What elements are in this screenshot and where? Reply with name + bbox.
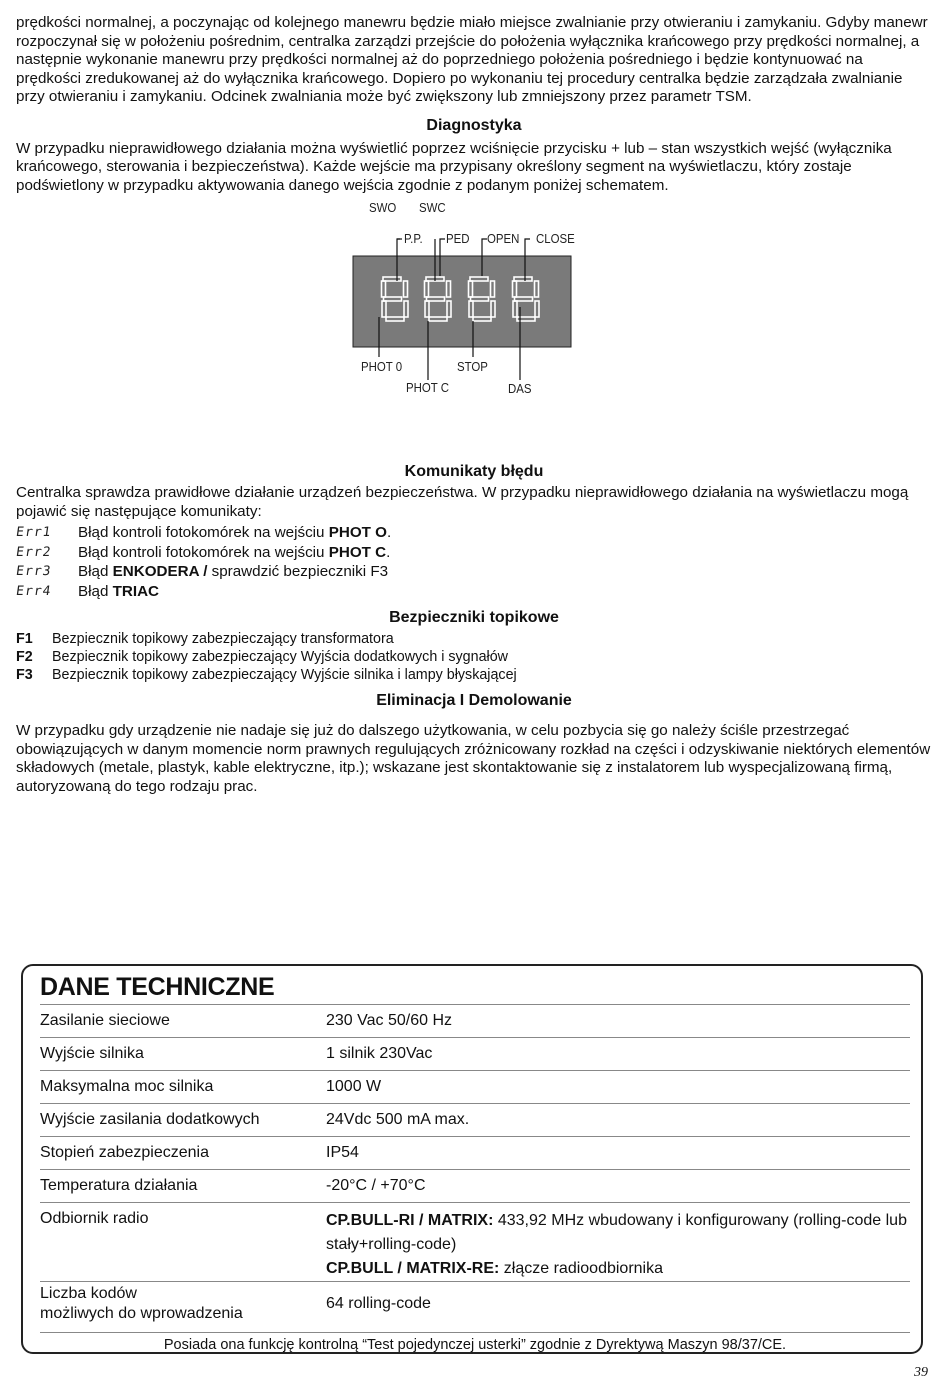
label-swo: SWO: [369, 200, 397, 215]
tech-value: 230 Vac 50/60 Hz: [326, 1012, 453, 1029]
tech-label: Liczba kodów możliwych do wprowadzenia: [40, 1285, 243, 1322]
error-code: Err4: [14, 583, 53, 599]
tech-label: Stopień zabezpieczenia: [40, 1144, 210, 1161]
tech-value-radio: CP.BULL-RI / MATRIX: 433,92 MHz wbudowany i konfigurowany (rolling-code lub stały+rolling-code) CP.BULL / MATRIX-RE: złącze radioodbiornika: [326, 1212, 907, 1277]
fuse-row: [16, 666, 932, 684]
label-swc: SWC: [419, 200, 446, 215]
label-photc: PHOT C: [406, 380, 450, 395]
error-code: Err1: [14, 525, 53, 540]
page-number: 39: [914, 1365, 928, 1380]
fuse-description: Bezpiecznik topikowy zabezpieczający transformatora: [52, 631, 394, 647]
fuse-row: [16, 630, 932, 648]
tech-row-radio: [40, 1202, 910, 1281]
error-code: Err3: [14, 564, 53, 579]
tech-row: [40, 1169, 910, 1202]
label-stop: STOP: [457, 359, 488, 374]
komunikaty-paragraph: Centralka sprawdza prawidłowe działanie urządzeń bezpieczeństwa. W przypadku nieprawidłowego działania na wyświetlaczu mogą pojawić się następujące komunikaty:: [16, 484, 909, 520]
tech-value: -20°C / +70°C: [326, 1177, 426, 1194]
fuse-key: F1: [16, 631, 33, 647]
technical-data-box: [21, 964, 923, 1354]
diagnostyka-paragraph: W przypadku nieprawidłowego działania można wyświetlić poprzez wciśnięcie przycisku + lub – stan wszystkich wejść (wyłącznika krańcowego, sterowania i bezpieczeństwa). Każde wejście ma przypisany określony segment na wyświetlaczu, który zostaje podświetlony w przypadku aktywowania danego wejścia zgodnie z podanym poniżej schematem.: [16, 139, 892, 194]
tech-row: [40, 1136, 910, 1169]
fuse-description: Bezpiecznik topikowy zabezpieczający Wyjścia dodatkowych i sygnałów: [52, 649, 508, 665]
tech-value: 1 silnik 230Vac: [326, 1045, 433, 1062]
tech-value: 64 rolling-code: [326, 1295, 431, 1312]
tech-label: Odbiornik radio: [40, 1210, 149, 1227]
tech-label: Maksymalna moc silnika: [40, 1078, 214, 1095]
fuse-row: [16, 648, 932, 666]
diagnostyka-heading: Diagnostyka: [426, 116, 522, 134]
label-pp: P.P.: [404, 231, 423, 246]
error-code: Err2: [14, 544, 53, 560]
label-das: DAS: [508, 381, 532, 396]
eliminacja-paragraph: W przypadku gdy urządzenie nie nadaje się już do dalszego użytkowania, w celu pozbycia się go należy ściśle przestrzegać obowiązujących w danym momencie norm prawnych regulujących zróżnicowany rozkład na części i odzyskiwanie niektórych elementów składowych (metale, plastyk, kable elektryczne, itp.); wskazane jest skontaktowanie się z instalatorem lub wyspecjalizowaną firmą, autoryzowaną do tego rodzaju prac.: [16, 722, 931, 795]
tech-row: [40, 1103, 910, 1136]
display-diagram-svg: [16, 197, 932, 425]
page-content: [16, 14, 932, 796]
error-description: Błąd kontroli fotokomórek na wejściu PHOT C.: [78, 543, 391, 561]
error-description: Błąd TRIAC: [78, 582, 160, 600]
intro-paragraph: prędkości normalnej, a poczynając od kolejnego manewru będzie miało miejsce zwalnianie przy otwieraniu i zamykaniu. Gdyby manewr rozpoczynał się w położeniu pośrednim, centralka zarządzi przejście do położenia wyłącznika krańcowego przy prędkości normalnej, a następnie wykonanie manewru przy prędkości normalnej aż do poprzedniego położenia pośredniego i będzie kontynuować na prędkości zredukowanej aż do wyłącznika krańcowego. Dopiero po wykonaniu tej procedury centralka będzie zarządzała zwalnianie przy otwieraniu i zamykaniu. Odcinek zwalniania może być zwiększony lub zmniejszony przez parametr TSM.: [16, 14, 928, 105]
error-row: [16, 523, 932, 543]
error-row: [16, 543, 932, 563]
tech-row-codes: [40, 1281, 910, 1332]
error-row: [16, 582, 932, 602]
tech-note: Posiada ona funkcję kontrolną “Test pojedynczej usterki” zgodnie z Dyrektywą Maszyn 98/37/CE.: [40, 1332, 910, 1353]
label-phot0: PHOT 0: [361, 359, 403, 374]
technical-data-title: DANE TECHNICZNE: [40, 973, 275, 1001]
error-row: [16, 562, 932, 582]
eliminacja-heading: Eliminacja I Demolowanie: [376, 692, 572, 709]
tech-value: 1000 W: [326, 1078, 382, 1095]
tech-value: IP54: [326, 1144, 359, 1161]
tech-label: Zasilanie sieciowe: [40, 1012, 170, 1029]
tech-row: [40, 1004, 910, 1037]
label-ped: PED: [446, 231, 470, 246]
technical-data-table: [40, 1004, 910, 1353]
label-open: OPEN: [487, 231, 520, 246]
tech-row: [40, 1037, 910, 1070]
bezpieczniki-heading: Bezpieczniki topikowe: [389, 609, 559, 626]
fuse-list: [16, 630, 932, 684]
error-description: Błąd kontroli fotokomórek na wejściu PHOT O.: [78, 524, 392, 541]
fuse-key: F3: [16, 667, 33, 683]
fuse-key: F2: [16, 649, 33, 665]
fuse-description: Bezpiecznik topikowy zabezpieczający Wyjście silnika i lampy błyskającej: [52, 667, 517, 683]
error-list: [16, 523, 932, 601]
tech-label: Temperatura działania: [40, 1177, 198, 1194]
error-description: Błąd ENKODERA / sprawdzić bezpieczniki F3: [78, 563, 389, 580]
tech-row: [40, 1070, 910, 1103]
tech-value: 24Vdc 500 mA max.: [326, 1111, 470, 1128]
tech-label: Wyjście zasilania dodatkowych: [40, 1111, 260, 1128]
tech-label: Wyjście silnika: [40, 1045, 144, 1062]
komunikaty-heading: Komunikaty błędu: [404, 463, 544, 480]
display-diagram: [16, 197, 932, 425]
label-close: CLOSE: [536, 231, 575, 246]
